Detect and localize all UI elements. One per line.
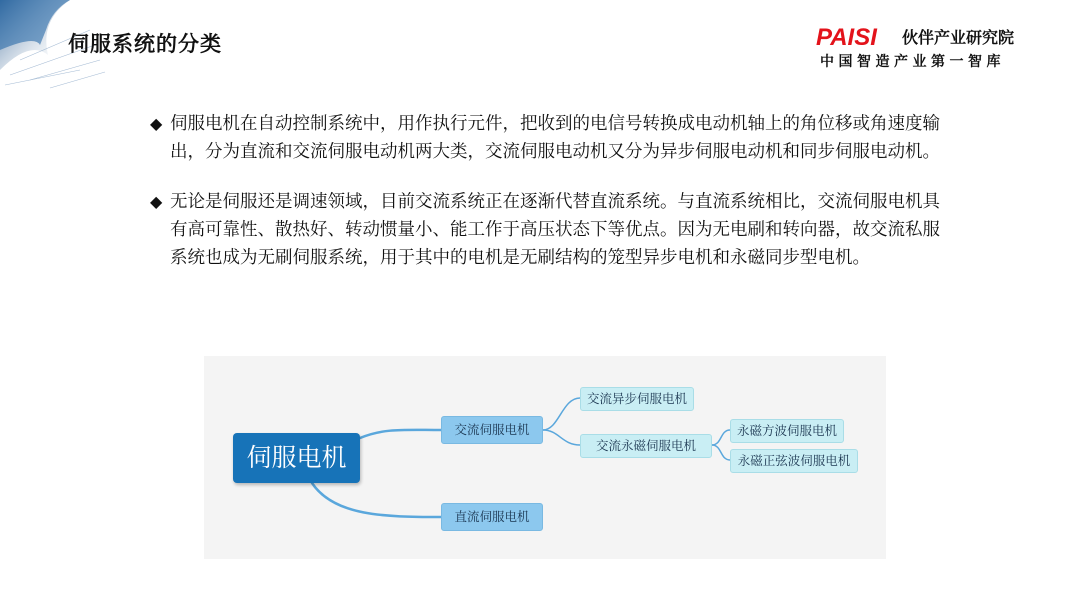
paragraph-2 bbox=[150, 188, 950, 272]
page-title: 伺服系统的分类 bbox=[68, 32, 222, 56]
connector-ac-async bbox=[543, 398, 580, 430]
content-body bbox=[150, 110, 950, 294]
node-pm-square-wave: 永磁方波伺服电机 bbox=[730, 419, 844, 443]
paragraph-1 bbox=[150, 110, 950, 166]
brand-tagline: 中国智造产业第一智库 bbox=[820, 54, 1005, 70]
mindmap-root-node: 伺服电机 bbox=[233, 433, 360, 483]
brand-logo: PAISI bbox=[816, 24, 877, 51]
paragraph-text: 伺服电机在自动控制系统中，用作执行元件，把收到的电信号转换成电动机轴上的角位移或角速度输出，分为直流和交流伺服电动机两大类，交流伺服电动机又分为异步伺服电动机和同步伺服电动机。 bbox=[170, 114, 940, 162]
node-pm-sine-wave: 永磁正弦波伺服电机 bbox=[730, 449, 858, 473]
mindmap-diagram bbox=[204, 356, 886, 559]
diamond-bullet-icon: ◆ bbox=[150, 192, 163, 211]
connector-pm-sine bbox=[712, 445, 730, 460]
connector-root-dc bbox=[312, 483, 441, 517]
connector-ac-pm bbox=[543, 430, 580, 445]
node-dc-servo: 直流伺服电机 bbox=[441, 503, 543, 531]
paragraph-text: 无论是伺服还是调速领域，目前交流系统正在逐渐代替直流系统。与直流系统相比，交流伺服电机具有高可靠性、散热好、转动惯量小、能工作于高压状态下等优点。因为无电刷和转向器，故交流私服系统也成为无刷伺服系统，用于其中的电机是无刷结构的笼型异步电机和永磁同步型电机。 bbox=[170, 192, 940, 268]
brand-name: 伙伴产业研究院 bbox=[902, 28, 1015, 47]
brand-block bbox=[816, 26, 1056, 72]
connector-pm-square bbox=[712, 430, 730, 445]
node-ac-pm-servo: 交流永磁伺服电机 bbox=[580, 434, 712, 458]
node-ac-async-servo: 交流异步伺服电机 bbox=[580, 387, 694, 411]
connector-root-ac bbox=[360, 430, 441, 438]
diamond-bullet-icon: ◆ bbox=[150, 114, 163, 133]
node-ac-servo: 交流伺服电机 bbox=[441, 416, 543, 444]
